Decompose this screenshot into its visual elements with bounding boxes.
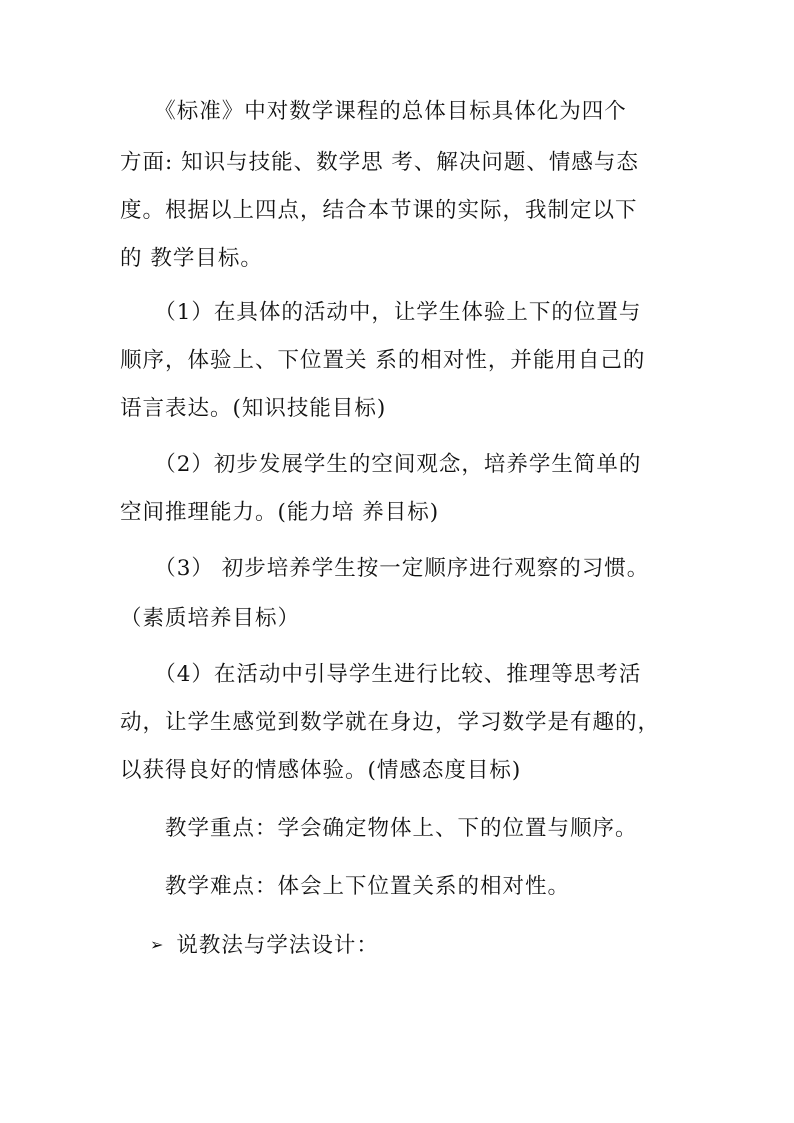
paragraph-line: 动，让学生感觉到数学就在身边，学习数学是有趣的， [120, 710, 661, 735]
paragraph-line: 空间推理能力。(能力培 养目标) [120, 500, 440, 525]
bullet-item [150, 931, 379, 960]
paragraph-line: 语言表达。(知识技能目标) [120, 396, 387, 421]
arrow-bullet-icon: ➢ [150, 935, 165, 954]
paragraph-line: （2）初步发展学生的空间观念，培养学生简单的 [120, 452, 642, 477]
bullet-text: 说教法与学法设计： [176, 933, 379, 958]
paragraph-line: 的 教学目标。 [120, 246, 263, 271]
paragraph-line: （4）在活动中引导学生进行比较、推理等思考活 [120, 662, 642, 687]
paragraph-line: （3） 初步培养学生按一定顺序进行观察的习惯。 [120, 556, 650, 581]
key-point-line: 教学重点：学会确定物体上、下的位置与顺序。 [120, 816, 638, 841]
paragraph-line: 以获得良好的情感体验。(情感态度目标) [120, 758, 522, 783]
paragraph-line: 顺序，体验上、下位置关 系的相对性，并能用自己的 [120, 348, 646, 373]
paragraph-line: 方面: 知识与技能、数学思 考、解决问题、情感与态 [120, 150, 639, 175]
paragraph-line: 《标准》中对数学课程的总体目标具体化为四个 [120, 99, 627, 124]
paragraph-line: （素质培养目标） [120, 606, 301, 631]
paragraph-line: （1）在具体的活动中，让学生体验上下的位置与 [120, 300, 642, 325]
paragraph-line: 度。根据以上四点，结合本节课的实际，我制定以下 [120, 198, 638, 223]
difficulty-line: 教学难点：体会上下位置关系的相对性。 [120, 874, 571, 899]
